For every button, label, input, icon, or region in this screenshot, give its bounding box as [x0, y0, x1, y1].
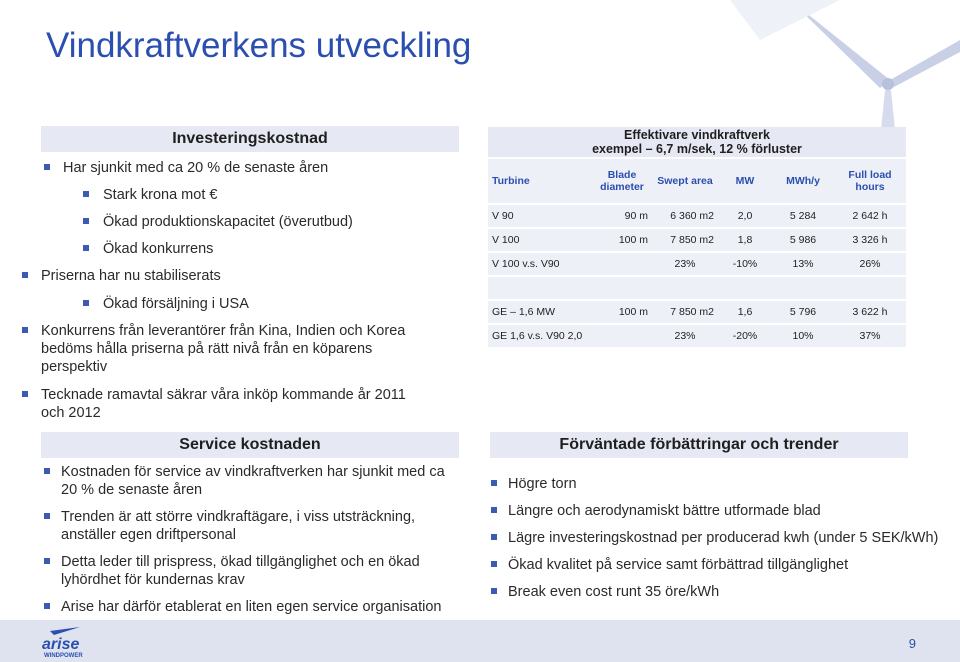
table-cell: 10%	[772, 325, 834, 347]
list-item: Priserna har nu stabiliserats	[19, 267, 461, 285]
list-item: Längre och aerodynamiskt bättre utformade blad	[488, 502, 958, 520]
list-item: Högre torn	[488, 475, 958, 493]
windmill-watermark-icon	[730, 0, 960, 140]
table-cell	[718, 277, 772, 299]
table-cell: 5 986	[772, 229, 834, 251]
table-cell: 100 m	[592, 301, 652, 323]
table-cell: 100 m	[592, 229, 652, 251]
table-row	[488, 325, 906, 347]
arise-logo-icon	[40, 625, 106, 659]
table-cell: -20%	[718, 325, 772, 347]
table-cell: 26%	[834, 253, 906, 275]
table-cell: 5 284	[772, 205, 834, 227]
list-item: Trenden är att större vindkraftägare, i viss utsträckning, anställer egen driftpersonal	[41, 508, 459, 544]
investment-list	[41, 159, 461, 422]
list-item: Har sjunkit med ca 20 % de senaste åren	[41, 159, 461, 177]
column-header: Swept area	[652, 159, 718, 203]
table-cell	[652, 277, 718, 299]
table-cell: 7 850 m2	[652, 301, 718, 323]
trends-heading: Förväntade förbättringar och trender	[490, 432, 908, 458]
table-cell: 2 642 h	[834, 205, 906, 227]
column-header: Full load hours	[834, 159, 906, 203]
column-header: MW	[718, 159, 772, 203]
table-cell: GE – 1,6 MW	[488, 301, 592, 323]
footer-bar	[0, 620, 960, 662]
table-cell: 5 796	[772, 301, 834, 323]
list-item: Ökad försäljning i USA	[41, 295, 461, 313]
table-cell: 3 326 h	[834, 229, 906, 251]
table-cell: 1,8	[718, 229, 772, 251]
table-cell	[592, 277, 652, 299]
table-cell: 23%	[652, 253, 718, 275]
table-row	[488, 253, 906, 275]
trends-list	[488, 475, 958, 610]
turbine-table	[488, 125, 906, 349]
logo-name: arise	[42, 636, 80, 653]
table-cell	[834, 277, 906, 299]
page-number: 9	[908, 636, 916, 651]
table-caption-row	[488, 127, 906, 157]
list-item: Lägre investeringskostnad per producerad kwh (under 5 SEK/kWh)	[488, 529, 958, 547]
table-cell: GE 1,6 v.s. V90 2,0	[488, 325, 592, 347]
table-cell: 23%	[652, 325, 718, 347]
table-cell: 1,6	[718, 301, 772, 323]
table-row	[488, 229, 906, 251]
list-item: Break even cost runt 35 öre/kWh	[488, 583, 958, 601]
service-list	[41, 463, 459, 625]
list-item: Ökad konkurrens	[41, 240, 461, 258]
table-cell: -10%	[718, 253, 772, 275]
column-header: MWh/y	[772, 159, 834, 203]
service-heading: Service kostnaden	[41, 432, 459, 458]
table-cell: 6 360 m2	[652, 205, 718, 227]
table-row	[488, 301, 906, 323]
list-item: Ökad kvalitet på service samt förbättrad tillgänglighet	[488, 556, 958, 574]
list-item: Kostnaden för service av vindkraftverken har sjunkit med ca 20 % de senaste åren	[41, 463, 459, 499]
list-item: Arise har därför etablerat en liten egen service organisation	[41, 598, 459, 616]
list-item: Tecknade ramavtal säkrar våra inköp kommande år 2011 och 2012	[19, 386, 429, 422]
investment-heading: Investeringskostnad	[41, 126, 459, 152]
list-item: Ökad produktionskapacitet (överutbud)	[41, 213, 461, 231]
table-cell: 37%	[834, 325, 906, 347]
table-cell: V 90	[488, 205, 592, 227]
table-caption: Effektivare vindkraftverk exempel – 6,7 m/sek, 12 % förluster	[488, 127, 906, 157]
table-cell	[592, 253, 652, 275]
table-cell: V 100 v.s. V90	[488, 253, 592, 275]
table-cell	[592, 325, 652, 347]
table-cell: 90 m	[592, 205, 652, 227]
table-cell	[772, 277, 834, 299]
list-item: Detta leder till prispress, ökad tillgänglighet och en ökad lyhördhet för kundernas krav	[41, 553, 459, 589]
column-header: Turbine	[488, 159, 592, 203]
table-cell: 3 622 h	[834, 301, 906, 323]
column-header: Blade diameter	[592, 159, 652, 203]
logo-sub: WINDPOWER	[44, 653, 83, 659]
table-cell: V 100	[488, 229, 592, 251]
slide-title: Vindkraftverkens utveckling	[46, 26, 472, 65]
table-header-row	[488, 159, 906, 203]
list-item: Konkurrens från leverantörer från Kina, Indien och Korea bedöms hålla priserna på rätt nivå från en köparens perspektiv	[19, 322, 429, 376]
table-row	[488, 277, 906, 299]
table-cell: 13%	[772, 253, 834, 275]
table-cell: 2,0	[718, 205, 772, 227]
table-cell: 7 850 m2	[652, 229, 718, 251]
table-row	[488, 205, 906, 227]
table-cell	[488, 277, 592, 299]
list-item: Stark krona mot €	[41, 186, 461, 204]
